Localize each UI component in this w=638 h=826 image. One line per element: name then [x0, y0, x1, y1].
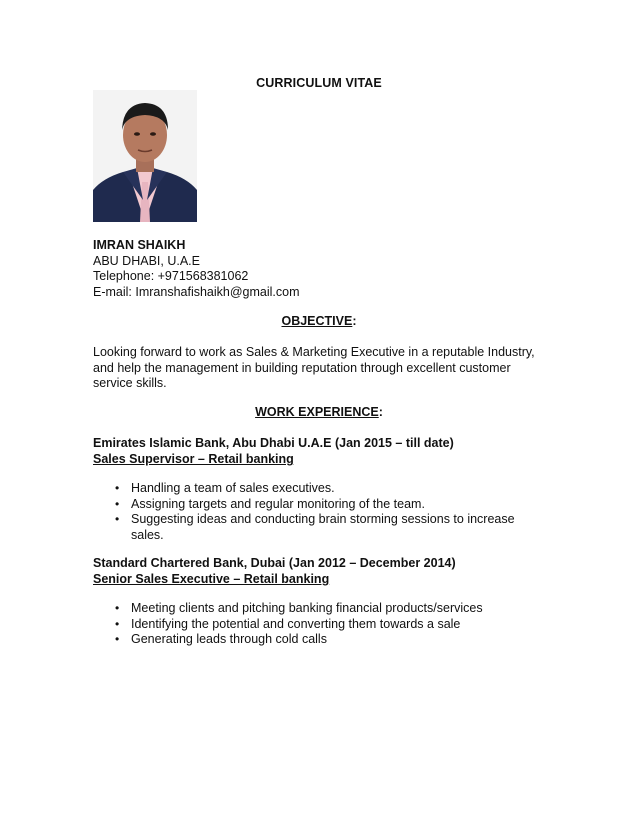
objective-heading-text: OBJECTIVE: [281, 314, 353, 328]
job-role: Senior Sales Executive – Retail banking: [93, 572, 330, 586]
bullet-icon: •: [115, 496, 120, 511]
job-header: [93, 435, 553, 467]
list-item: [93, 497, 533, 513]
job-duties-list: [93, 481, 533, 543]
duty-text: Meeting clients and pitching banking financial products/services: [131, 601, 483, 615]
document-title: CURRICULUM VITAE: [256, 76, 382, 90]
job-company: Standard Chartered Bank, Dubai (Jan 2012 – December 2014): [93, 556, 456, 570]
email: E-mail: Imranshafishaikh@gmail.com: [93, 284, 300, 299]
candidate-name: IMRAN SHAIKH: [93, 238, 186, 252]
job-company: Emirates Islamic Bank, Abu Dhabi U.A.E (Jan 2015 – till date): [93, 436, 454, 450]
list-item: [93, 617, 533, 633]
job-duties-list: [93, 601, 533, 648]
work-experience-heading-text: WORK EXPERIENCE: [255, 405, 379, 419]
profile-photo: [93, 90, 197, 222]
bullet-icon: •: [115, 632, 120, 646]
work-experience-heading-colon: :: [378, 405, 383, 419]
objective-text: Looking forward to work as Sales & Marketing Executive in a reputable Industry, and help the management in building reputation through excellent customer service skills.: [93, 345, 535, 390]
duty-text: Suggesting ideas and conducting brain storming sessions to increase sales.: [131, 512, 515, 542]
bullet-icon: •: [115, 512, 120, 526]
objective-heading-colon: :: [352, 314, 357, 328]
bullet-icon: •: [115, 481, 120, 495]
duty-text: Assigning targets and regular monitoring of the team.: [131, 496, 425, 511]
objective-heading: [0, 314, 638, 328]
list-item: [93, 512, 533, 543]
job-header: [93, 555, 553, 587]
list-item: [93, 632, 533, 648]
work-experience-heading: [0, 405, 638, 419]
duty-text: Handling a team of sales executives.: [131, 481, 335, 495]
location: ABU DHABI, U.A.E: [93, 253, 200, 268]
contact-block: [93, 238, 300, 300]
list-item: [93, 481, 533, 497]
bullet-icon: •: [115, 601, 120, 615]
duty-text: Identifying the potential and converting them towards a sale: [131, 616, 461, 631]
list-item: [93, 601, 533, 617]
telephone: Telephone: +971568381062: [93, 269, 249, 283]
duty-text: Generating leads through cold calls: [131, 632, 327, 646]
job-role: Sales Supervisor – Retail banking: [93, 452, 294, 466]
bullet-icon: •: [115, 616, 120, 631]
